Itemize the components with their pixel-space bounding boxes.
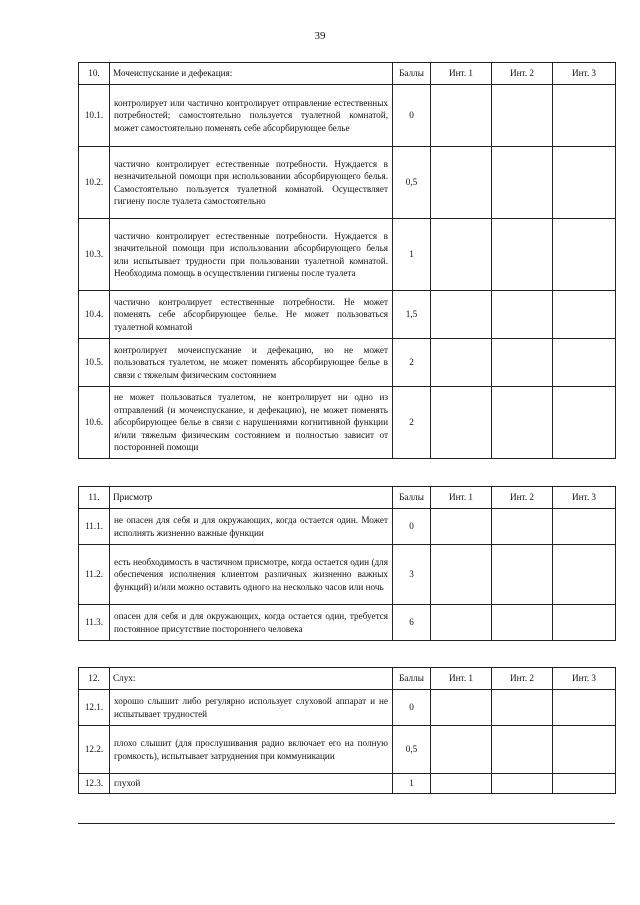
row-number: 10.3. [79,219,110,291]
int-header-1: Инт. 1 [431,668,492,690]
int-1-cell[interactable] [431,774,492,794]
int-3-cell[interactable] [553,387,616,459]
row-number: 12.1. [79,690,110,726]
int-2-cell[interactable] [492,291,553,339]
section-title: Слух: [110,668,393,690]
int-1-cell[interactable] [431,509,492,545]
row-description: глухой [110,774,393,794]
row-description: хорошо слышит либо регулярно использует слуховой аппарат и не испытывает трудностей [110,690,393,726]
row-description: не опасен для себя и для окружающих, когда остается один. Может исполнять жизненно важные функции [110,509,393,545]
table-row [79,509,616,545]
row-description: контролирует или частично контролирует отправление естественных потребностей; самостоятельно пользуется туалетной комнатой, может самостоятельно поменять себе абсорбирующее белье [110,85,393,147]
row-score: 3 [393,545,431,605]
int-1-cell[interactable] [431,219,492,291]
row-score: 1 [393,774,431,794]
int-header-2: Инт. 2 [492,487,553,509]
row-description: опасен для себя и для окружающих, когда остается один, требуется постоянное присутствие постороннего человека [110,605,393,641]
row-number: 11.2. [79,545,110,605]
section-10-table [78,62,616,459]
int-1-cell[interactable] [431,387,492,459]
page-number: 39 [314,30,326,42]
row-description: есть необходимость в частичном присмотре, когда остается один (для обеспечения исполнения клиентом различных жизненно важных функций) и/или можно оставить одного на несколько часов или ночь [110,545,393,605]
int-header-2: Инт. 2 [492,668,553,690]
row-score: 1,5 [393,291,431,339]
int-1-cell[interactable] [431,690,492,726]
table-row [79,219,616,291]
int-1-cell[interactable] [431,605,492,641]
int-3-cell[interactable] [553,147,616,219]
int-header-3: Инт. 3 [553,63,616,85]
row-number: 12.2. [79,726,110,774]
row-description: контролирует мочеиспускание и дефекацию, но не может пользоваться туалетом, не может поменять абсорбирующее белье в связи с тяжелым физическим состоянием [110,339,393,387]
row-description: частично контролирует естественные потребности. Нуждается в значительной помощи при использовании абсорбирующего белья или испытывает трудности при пользовании туалетной комнатой. Необходима помощь в осуществлении гигиены после туалета [110,219,393,291]
table-row [79,690,616,726]
row-score: 2 [393,387,431,459]
table-row [79,291,616,339]
int-3-cell[interactable] [553,774,616,794]
row-score: 0 [393,509,431,545]
row-score: 1 [393,219,431,291]
row-number: 10.4. [79,291,110,339]
row-number: 12.3. [79,774,110,794]
int-3-cell[interactable] [553,545,616,605]
int-2-cell[interactable] [492,726,553,774]
int-3-cell[interactable] [553,690,616,726]
score-header: Баллы [393,63,431,85]
int-1-cell[interactable] [431,339,492,387]
section-number: 11. [79,487,110,509]
int-1-cell[interactable] [431,85,492,147]
int-2-cell[interactable] [492,509,553,545]
int-2-cell[interactable] [492,147,553,219]
row-number: 10.6. [79,387,110,459]
section-title: Присмотр [110,487,393,509]
int-header-1: Инт. 1 [431,63,492,85]
int-3-cell[interactable] [553,509,616,545]
int-3-cell[interactable] [553,605,616,641]
int-3-cell[interactable] [553,219,616,291]
int-header-2: Инт. 2 [492,63,553,85]
row-description: плохо слышит (для прослушивания радио включает его на полную громкость), испытывает затруднения при коммуникации [110,726,393,774]
section-header-row [79,63,616,85]
table-row [79,726,616,774]
int-3-cell[interactable] [553,726,616,774]
row-description: не может пользоваться туалетом, не контролирует ни одно из отправлений (и мочеиспускание, и дефекацию), не может поменять абсорбирующее белье в связи с нарушениями когнитивной функции и/или тяжелым физическим состоянием и полностью зависит от посторонней помощи [110,387,393,459]
table-row [79,605,616,641]
int-3-cell[interactable] [553,291,616,339]
row-number: 11.1. [79,509,110,545]
table-row [79,147,616,219]
table-row [79,85,616,147]
row-description: частично контролирует естественные потребности. Нуждается в незначительной помощи при использовании абсорбирующего белья. Самостоятельно пользуется туалетной комнатой. Осуществляет гигиену после туалета самостоятельно [110,147,393,219]
score-header: Баллы [393,668,431,690]
table-row [79,387,616,459]
row-number: 10.5. [79,339,110,387]
int-header-3: Инт. 3 [553,668,616,690]
row-number: 11.3. [79,605,110,641]
row-score: 0,5 [393,147,431,219]
int-1-cell[interactable] [431,291,492,339]
section-11-table [78,486,616,641]
int-1-cell[interactable] [431,726,492,774]
row-score: 0 [393,690,431,726]
row-score: 0 [393,85,431,147]
int-1-cell[interactable] [431,147,492,219]
int-2-cell[interactable] [492,605,553,641]
section-12-table [78,667,616,794]
score-header: Баллы [393,487,431,509]
int-header-1: Инт. 1 [431,487,492,509]
section-header-row [79,668,616,690]
row-score: 0,5 [393,726,431,774]
int-2-cell[interactable] [492,85,553,147]
int-2-cell[interactable] [492,387,553,459]
row-score: 6 [393,605,431,641]
int-3-cell[interactable] [553,85,616,147]
row-number: 10.1. [79,85,110,147]
int-2-cell[interactable] [492,690,553,726]
int-2-cell[interactable] [492,774,553,794]
row-score: 2 [393,339,431,387]
bottom-divider [78,823,615,824]
int-2-cell[interactable] [492,545,553,605]
int-2-cell[interactable] [492,219,553,291]
section-header-row [79,487,616,509]
section-number: 10. [79,63,110,85]
table-row [79,545,616,605]
row-number: 10.2. [79,147,110,219]
section-number: 12. [79,668,110,690]
table-row [79,774,616,794]
int-header-3: Инт. 3 [553,487,616,509]
int-1-cell[interactable] [431,545,492,605]
int-2-cell[interactable] [492,339,553,387]
row-description: частично контролирует естественные потребности. Не может поменять себе абсорбирующее белье. Не может пользоваться туалетной комнатой [110,291,393,339]
table-row [79,339,616,387]
int-3-cell[interactable] [553,339,616,387]
section-title: Мочеиспускание и дефекация: [110,63,393,85]
